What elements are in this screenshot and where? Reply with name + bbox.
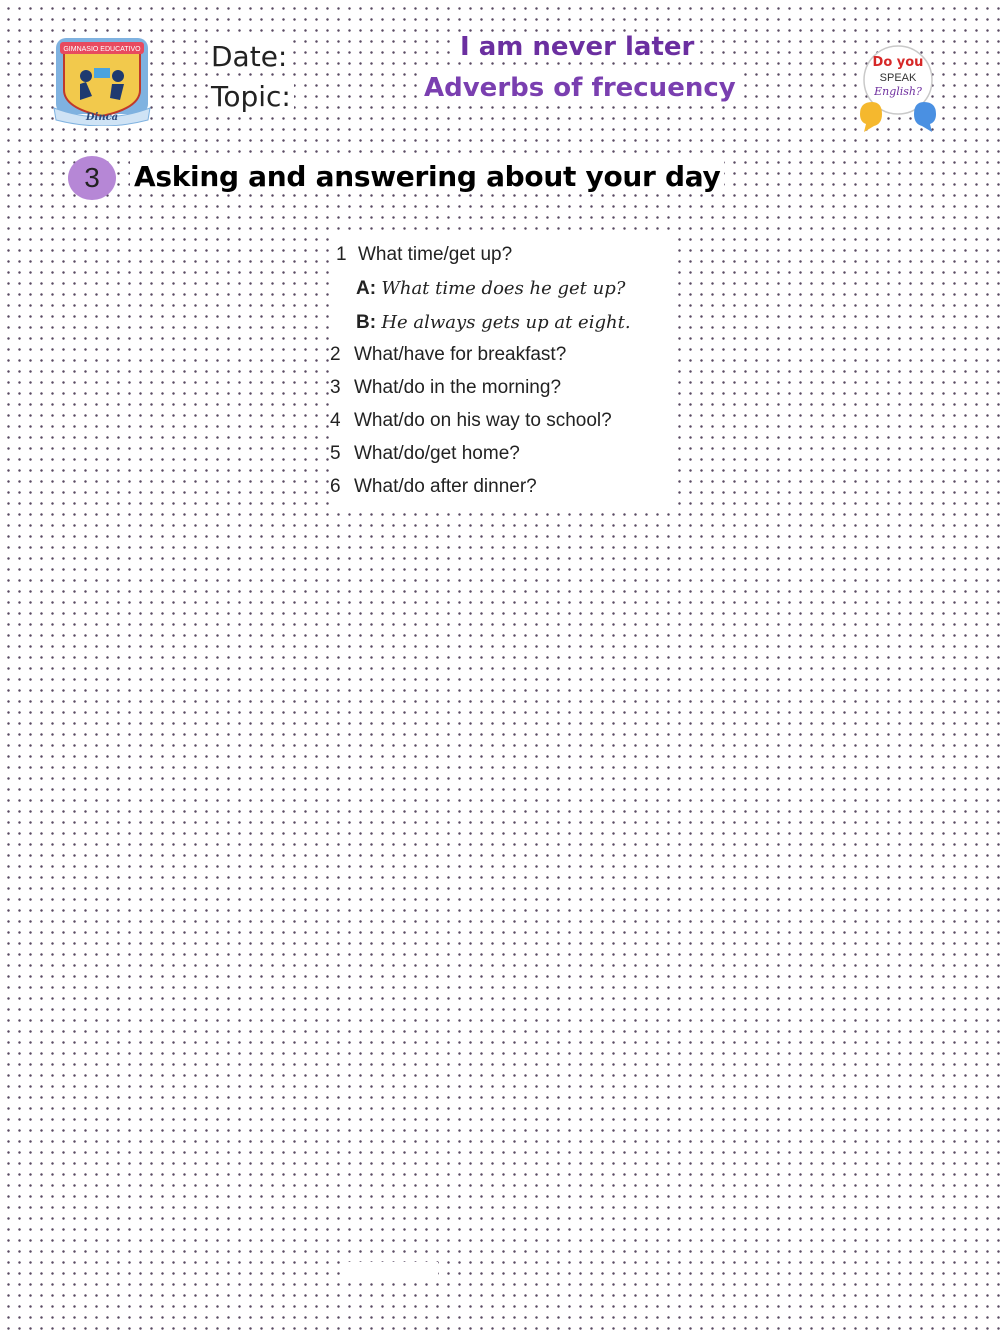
item-number: 2	[330, 344, 341, 365]
item-number: 5	[330, 443, 341, 464]
item-number: 3	[330, 377, 341, 398]
example-a-label: A:	[356, 278, 377, 299]
item-prompt: What/do after dinner?	[354, 476, 537, 497]
exercise-item	[330, 410, 612, 432]
shield-shape	[64, 46, 140, 116]
example-question	[356, 278, 625, 300]
speech-bubbles-icon	[860, 102, 882, 132]
blank-patch	[346, 1262, 438, 1280]
speak-logo-line1: Do you	[872, 55, 924, 70]
book-icon	[94, 68, 110, 78]
topic-label: Topic:	[208, 80, 294, 113]
item-prompt: What/do on his way to school?	[354, 410, 612, 431]
speak-logo-line2: SPEAK	[879, 72, 917, 84]
worksheet-title: I am never later	[456, 32, 698, 62]
exercise-item	[330, 443, 520, 465]
worksheet-subtitle: Adverbs of frecuency	[420, 73, 740, 103]
item-number: 6	[330, 476, 341, 497]
exercise-item	[330, 244, 512, 266]
exercise-item	[330, 377, 561, 399]
example-a-text: What time does he get up?	[381, 278, 626, 299]
section-number-badge: 3	[68, 156, 116, 200]
example-answer	[356, 312, 631, 334]
date-label: Date:	[208, 40, 290, 73]
logo-banner-text: GIMNASIO EDUCATIVO	[63, 46, 141, 53]
speak-english-logo	[856, 44, 940, 134]
speak-logo-line3: English?	[874, 85, 922, 98]
child-figure-icon	[80, 70, 92, 82]
exercise-item	[330, 344, 566, 366]
school-logo	[50, 34, 154, 126]
item-prompt: What/have for breakfast?	[354, 344, 567, 365]
speech-bubble-blue-icon	[914, 102, 936, 132]
child-figure-icon-2	[112, 70, 124, 82]
example-b-text: He always gets up at eight.	[381, 312, 631, 333]
item-number: 1	[336, 244, 347, 265]
logo-ribbon-text: Dinca	[85, 112, 119, 123]
item-prompt: What/do in the morning?	[354, 377, 562, 398]
item-number: 4	[330, 410, 341, 431]
item-prompt: What/do/get home?	[354, 443, 520, 464]
exercise-item	[330, 476, 537, 498]
example-b-label: B:	[356, 312, 377, 333]
exercise-box	[330, 236, 670, 508]
item-prompt: What time/get up?	[358, 244, 513, 265]
section-heading: Asking and answering about your day	[130, 160, 724, 193]
